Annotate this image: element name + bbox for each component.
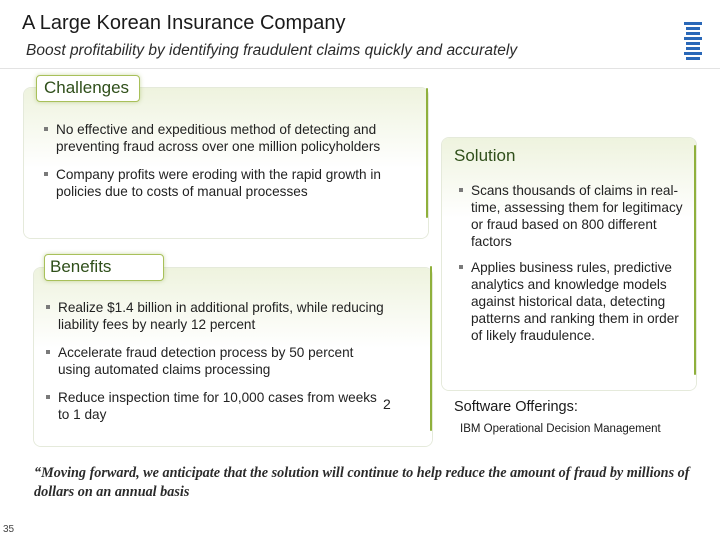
- benefits-item: Realize $1.4 billion in additional profits, while reducing liability fees by nearly 12 percent: [46, 299, 386, 333]
- benefits-panel-edge: [430, 266, 432, 431]
- benefits-list: [46, 299, 386, 434]
- ibm-logo-icon: [682, 20, 704, 64]
- slide-title: A Large Korean Insurance Company: [22, 12, 346, 34]
- challenges-heading: Challenges: [44, 78, 130, 97]
- solution-item: Applies business rules, predictive analytics and knowledge models against historical data, detecting patterns and ranking them in order of likely fraudulence.: [459, 259, 693, 344]
- customer-quote: “Moving forward, we anticipate that the solution will continue to help reduce the amount of fraud by millions of dollars on an annual basis: [34, 465, 690, 500]
- slide-subtitle: Boost profitability by identifying fraudulent claims quickly and accurately: [26, 42, 518, 59]
- challenges-list: [44, 121, 422, 211]
- solution-item: Scans thousands of claims in real-time, assessing them for legitimacy or fraud based on 800 different factors: [459, 182, 693, 250]
- challenges-panel-edge: [426, 88, 428, 218]
- benefits-item: Reduce inspection time for 10,000 cases from weeks to 1 day: [46, 389, 386, 423]
- challenges-item: Company profits were eroding with the rapid growth in policies due to costs of manual processes: [44, 166, 422, 200]
- benefits-item: Accelerate fraud detection process by 50 percent using automated claims processing: [46, 344, 386, 378]
- title-divider: [0, 68, 720, 69]
- solution-list: [459, 182, 693, 353]
- software-offerings-heading: Software Offerings:: [454, 399, 578, 415]
- challenges-item: No effective and expeditious method of detecting and preventing fraud across over one million policyholders: [44, 121, 422, 155]
- stray-text: 2: [383, 396, 391, 412]
- page-number: 35: [3, 524, 15, 535]
- solution-heading: Solution: [454, 146, 516, 165]
- solution-panel-edge: [694, 145, 696, 375]
- benefits-heading: Benefits: [50, 257, 112, 276]
- software-offering-item: IBM Operational Decision Management: [460, 423, 661, 435]
